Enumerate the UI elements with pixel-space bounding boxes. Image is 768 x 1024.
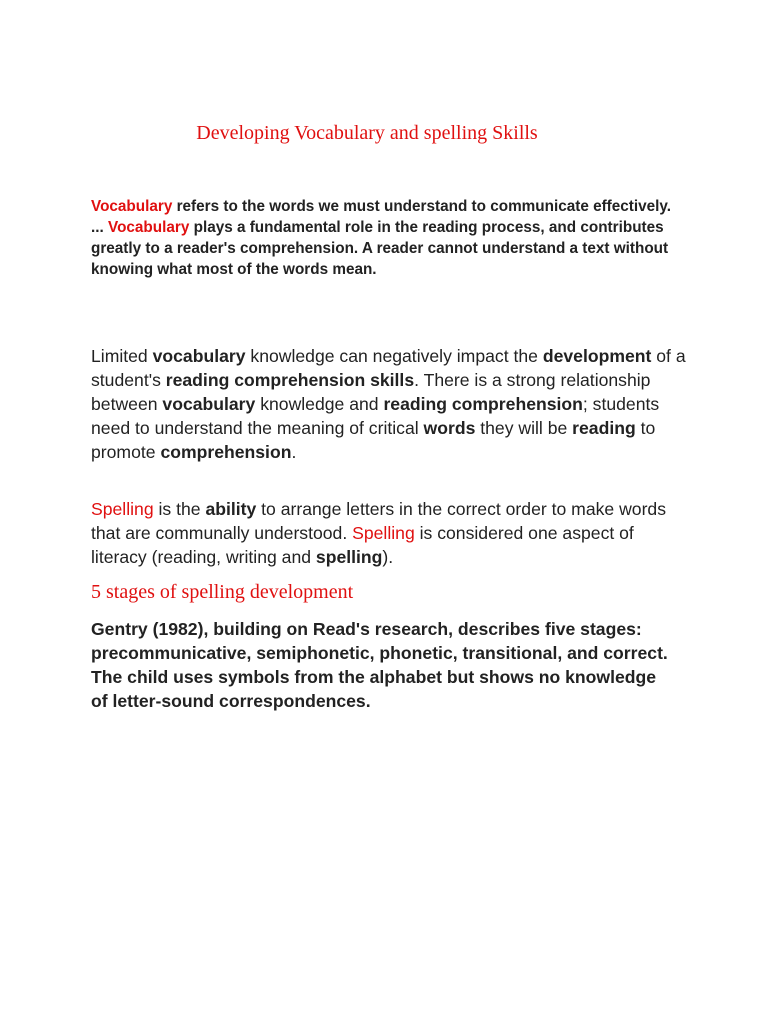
bold-term: reading	[572, 418, 636, 438]
bold-term: reading comprehension	[383, 394, 583, 414]
bold-term: vocabulary	[152, 346, 246, 366]
paragraph-text: is the	[153, 499, 206, 519]
document-title: Developing Vocabulary and spelling Skills	[196, 122, 538, 144]
keyword-vocabulary: Vocabulary	[91, 198, 173, 215]
gentry-paragraph: Gentry (1982), building on Read's research, describes five stages: precommunicative, semiphonetic, phonetic, transitional, and correct. The child uses symbols from the alphabet but shows no knowledge of letter-sound correspondences.	[91, 619, 668, 711]
keyword-spelling: Spelling	[352, 523, 415, 543]
paragraph-text: Limited	[91, 346, 153, 366]
paragraph-text: to promote	[91, 418, 656, 462]
paragraph-text: is considered one aspect of literacy (reading, writing and	[91, 523, 634, 567]
bold-term: vocabulary	[162, 394, 256, 414]
paragraph-text: knowledge and	[255, 394, 384, 414]
intro-text: plays a fundamental role in the reading process, and contributes greatly to a reader's comprehension. A reader cannot understand a text without knowing what most of the words mean.	[91, 219, 669, 278]
bold-term: reading comprehension skills	[165, 370, 415, 390]
bold-term: comprehension	[160, 442, 292, 462]
bold-term: words	[423, 418, 476, 438]
paragraph-text: knowledge can negatively impact the	[245, 346, 543, 366]
limited-vocabulary-paragraph	[91, 344, 691, 464]
paragraph-text: of a student's	[91, 346, 686, 390]
paragraph-text: ; students need to understand the meaning of critical	[91, 394, 660, 438]
keyword-vocabulary: Vocabulary	[108, 219, 190, 236]
bold-term: spelling	[315, 547, 383, 567]
intro-paragraph	[91, 196, 681, 280]
paragraph-text: . There is a strong relationship between	[91, 370, 651, 414]
intro-text: refers to the words we must understand to communicate effectively. ...	[91, 198, 672, 236]
paragraph-text: ).	[382, 547, 394, 567]
section-heading: 5 stages of spelling development	[91, 581, 354, 603]
paragraph-text: .	[291, 442, 297, 462]
bold-term: development	[542, 346, 652, 366]
bold-term: ability	[205, 499, 257, 519]
spelling-paragraph	[91, 497, 691, 569]
keyword-spelling: Spelling	[91, 499, 154, 519]
paragraph-text: to arrange letters in the correct order to make words that are communally understood.	[91, 499, 667, 543]
paragraph-text: they will be	[475, 418, 573, 438]
